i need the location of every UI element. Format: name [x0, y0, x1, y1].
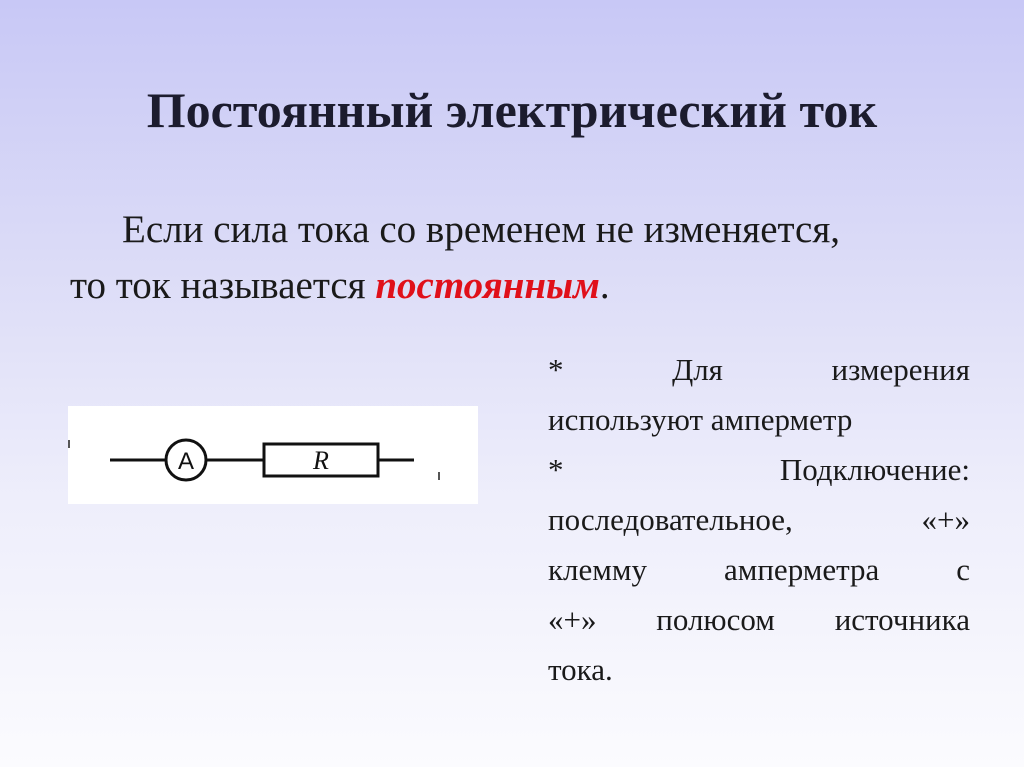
definition-line-1: Если сила тока со временем не изменяется, — [122, 208, 841, 251]
note-2-word-1: Подключение: — [779, 452, 970, 487]
note-1-word-2: измерения — [831, 352, 970, 387]
resistor-label: R — [313, 446, 329, 475]
note-2-line-2 — [548, 495, 970, 545]
definition-prefix: то ток называется — [70, 264, 376, 307]
note-1-line-1 — [548, 345, 970, 395]
note-1-bullet: * — [548, 352, 564, 387]
note-2-line-1 — [548, 445, 970, 495]
definition-line-2 — [70, 258, 990, 314]
definition-highlight: постоянным — [375, 264, 600, 307]
note-2-word-2: последовательное, — [548, 502, 793, 537]
note-2-word-5: амперметра — [723, 552, 880, 587]
definition-text — [70, 202, 990, 314]
note-2-line-5: тока. — [548, 652, 613, 687]
note-2-word-7: «+» — [548, 602, 597, 637]
note-2-word-8: полюсом — [656, 602, 775, 637]
note-2-word-9: источника — [834, 602, 970, 637]
note-2-word-6: с — [956, 552, 970, 587]
circuit-svg — [68, 406, 478, 504]
ammeter-label: A — [177, 448, 195, 475]
tick-mark-left — [68, 440, 70, 448]
note-1-line-2: используют амперметр — [548, 402, 853, 437]
definition-suffix: . — [599, 264, 610, 307]
tick-mark-right — [438, 472, 440, 480]
slide-title: Постоянный электрический ток — [146, 82, 878, 138]
note-1-word-1: Для — [672, 352, 723, 387]
note-2-line-4 — [548, 595, 970, 645]
note-2-line-3 — [548, 545, 970, 595]
note-2-word-3: «+» — [921, 502, 970, 537]
note-2-bullet: * — [548, 452, 564, 487]
notes-block — [548, 345, 970, 695]
note-2-word-4: клемму — [548, 552, 648, 587]
circuit-diagram — [68, 406, 478, 504]
